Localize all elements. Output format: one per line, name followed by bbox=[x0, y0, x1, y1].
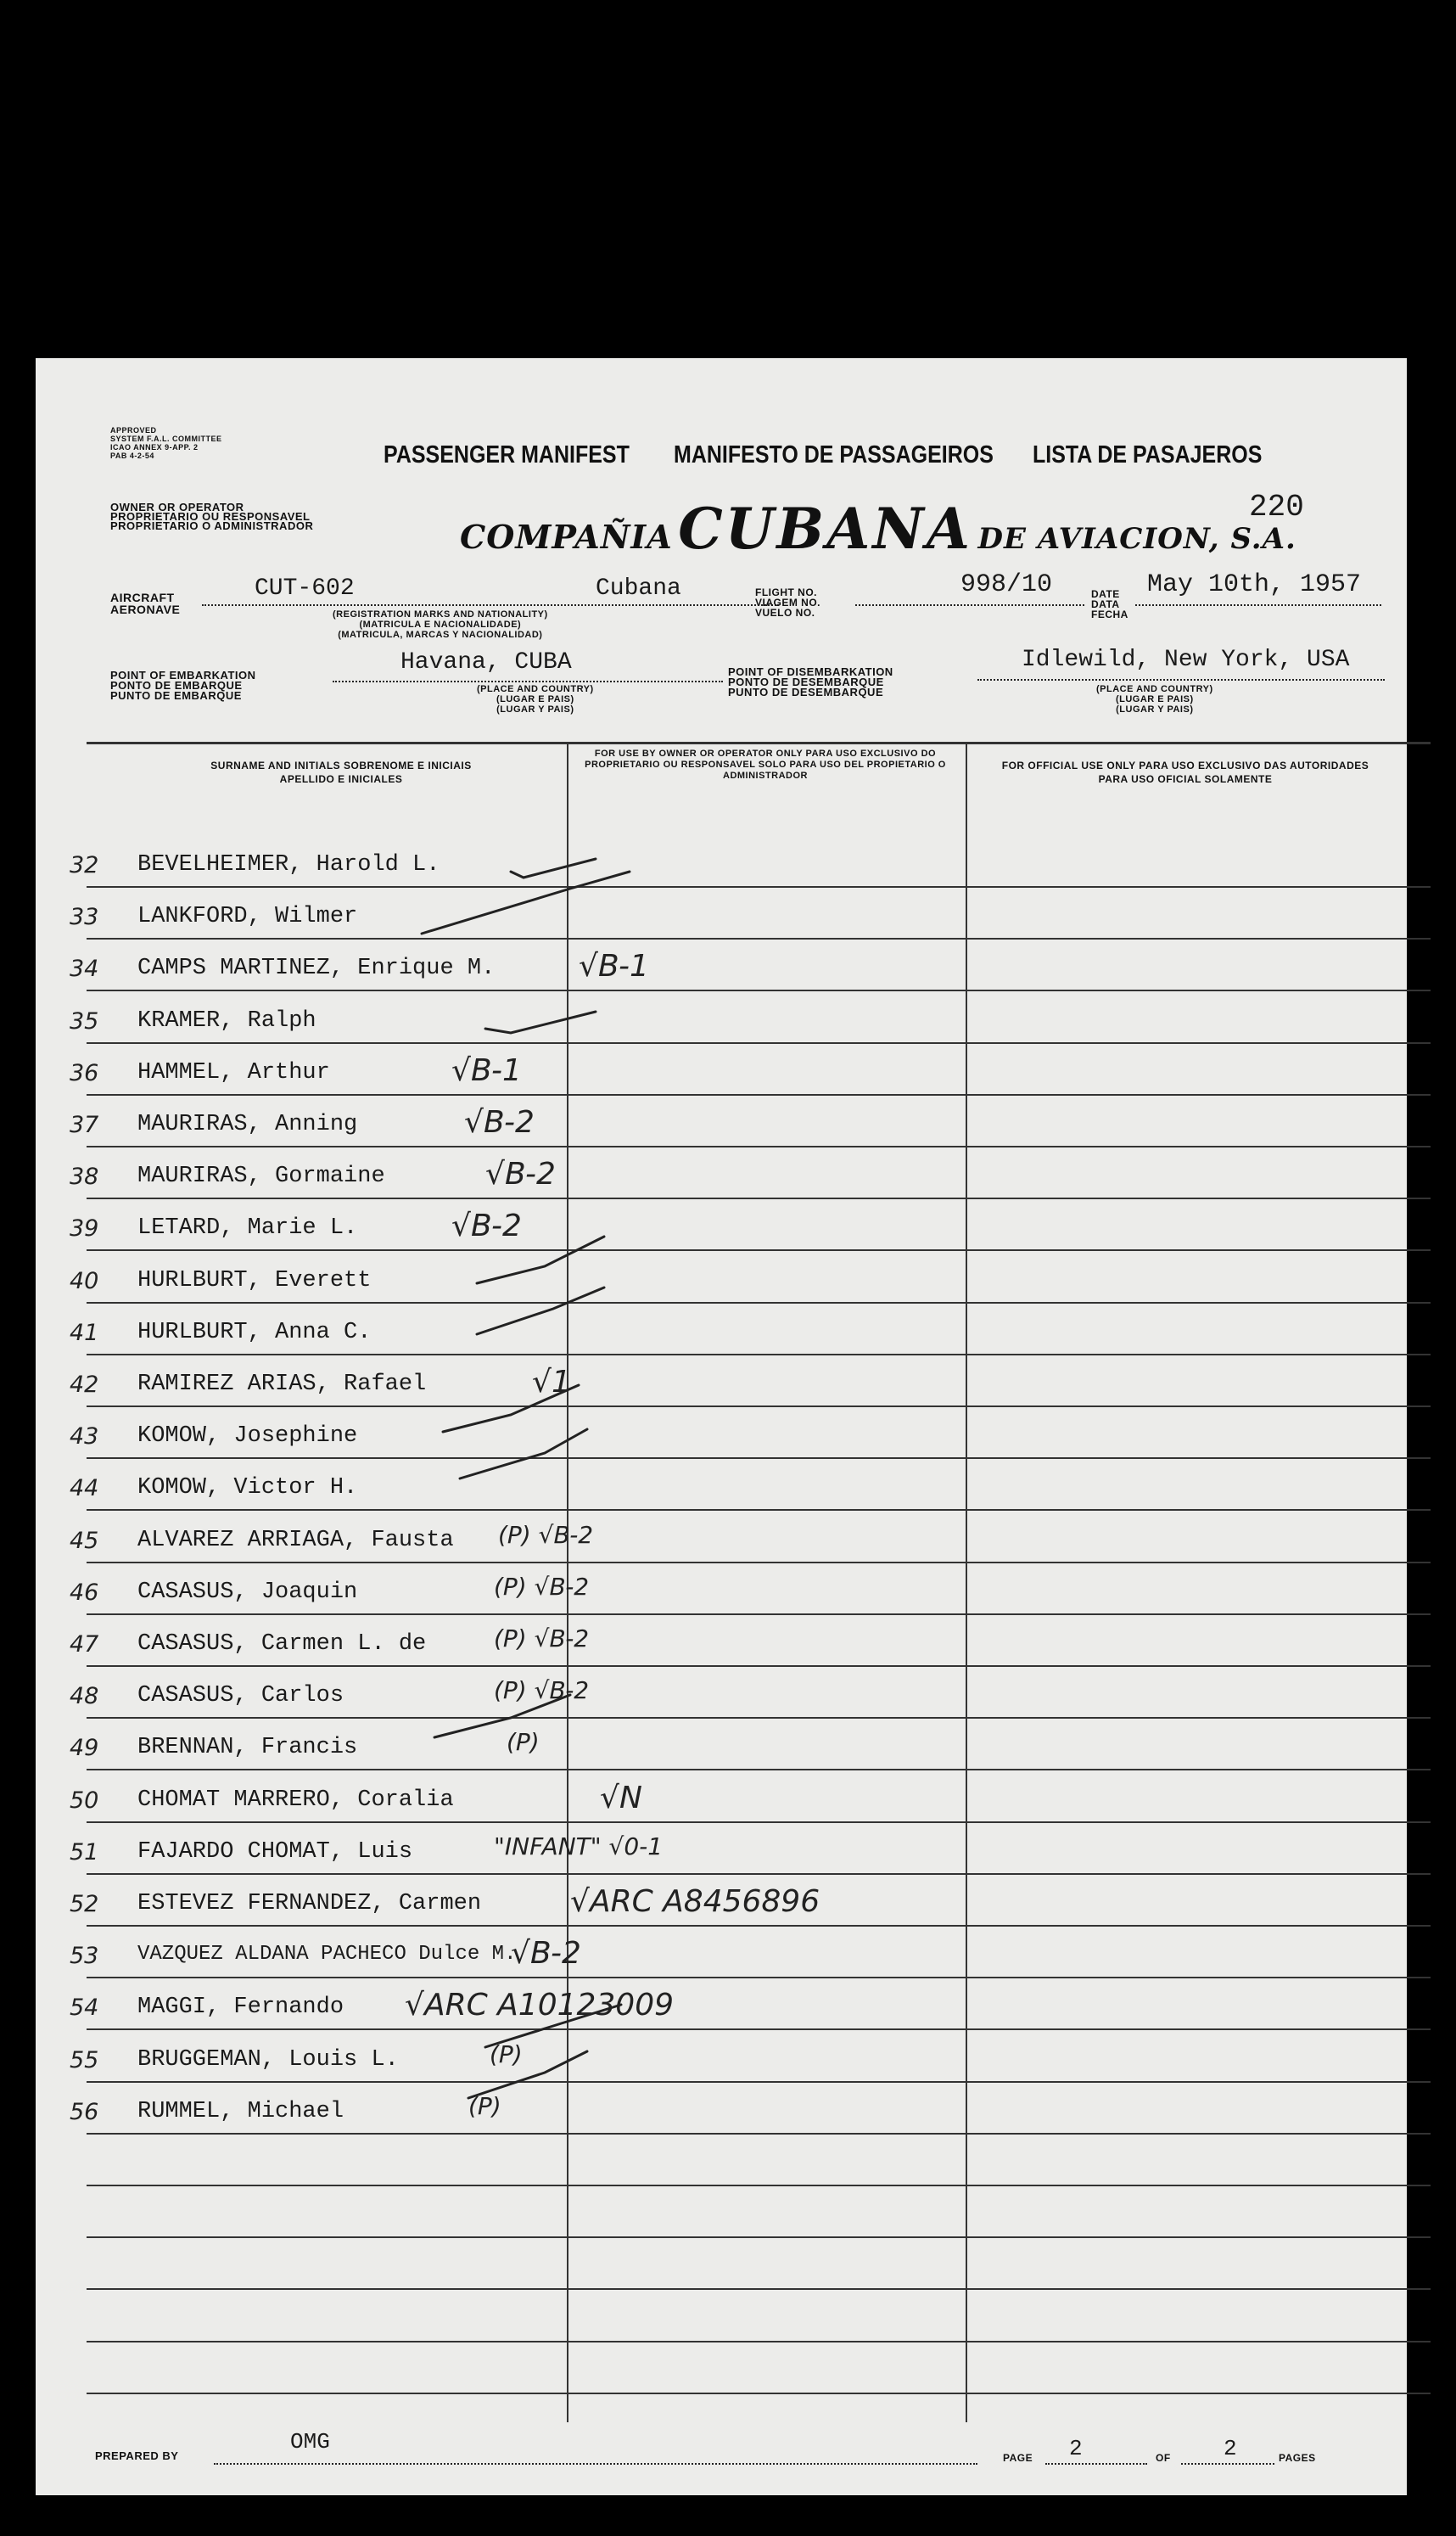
passenger-number: 52 bbox=[70, 1891, 99, 1917]
check-stroke-55 bbox=[485, 2005, 621, 2047]
passenger-check-mark: √B-1 bbox=[579, 949, 649, 984]
manifest-page bbox=[36, 358, 1407, 2495]
passenger-number: 36 bbox=[70, 1060, 99, 1086]
passenger-number: 35 bbox=[70, 1008, 99, 1035]
passenger-name: LANKFORD, Wilmer bbox=[137, 904, 358, 929]
passenger-check-mark: √ARC A10123009 bbox=[405, 1988, 675, 2023]
passenger-number: 56 bbox=[70, 2099, 99, 2125]
passenger-check-mark: "INFANT" √0-1 bbox=[494, 1832, 664, 1860]
company-prefix: COMPAÑIA bbox=[460, 518, 673, 556]
passenger-check-mark: √N bbox=[600, 1781, 642, 1815]
passenger-check-mark: (P) √B-2 bbox=[494, 1573, 590, 1601]
page-value: 2 bbox=[1069, 2436, 1083, 2461]
check-stroke-40 bbox=[477, 1237, 604, 1283]
passenger-number: 37 bbox=[70, 1112, 99, 1138]
page-label: PAGE bbox=[1003, 2452, 1033, 2464]
aircraft-sublabel: (REGISTRATION MARKS AND NATIONALITY) (MATRICULA E NACIONALIDADE) (MATRICULA, MARCAS Y NACIONALIDAD) bbox=[333, 609, 548, 640]
column-header-owner-use: FOR USE BY OWNER OR OPERATOR ONLY PARA USO EXCLUSIVO DO PROPRIETARIO OU RESPONSAVEL SOLO PARA USO DEL PROPIETARIO O ADMINISTRADOR bbox=[585, 749, 946, 781]
passenger-number: 44 bbox=[70, 1475, 99, 1501]
title-spanish: LISTA DE PASAJEROS bbox=[1033, 440, 1263, 469]
title-portuguese: MANIFESTO DE PASSAGEIROS bbox=[674, 440, 994, 469]
handwritten-check-marks bbox=[36, 358, 1407, 2495]
passenger-number: 42 bbox=[70, 1372, 99, 1398]
passenger-number: 55 bbox=[70, 2047, 99, 2073]
passenger-check-mark: √B-2 bbox=[451, 1209, 522, 1243]
passenger-name: HURLBURT, Everett bbox=[137, 1268, 372, 1293]
passenger-number: 50 bbox=[70, 1787, 99, 1814]
disembarkation-place: Idlewild, New York, USA bbox=[1022, 647, 1350, 673]
date-label: DATE DATA FECHA bbox=[1091, 588, 1128, 620]
passenger-check-mark: (P) √B-2 bbox=[494, 1676, 590, 1704]
passenger-number: 46 bbox=[70, 1579, 99, 1606]
passenger-name: BRENNAN, Francis bbox=[137, 1735, 358, 1760]
column-header-official-use: FOR OFFICIAL USE ONLY PARA USO EXCLUSIVO DAS AUTORIDADES PARA USO OFICIAL SOLAMENTE bbox=[1001, 760, 1369, 785]
passenger-number: 47 bbox=[70, 1631, 99, 1658]
passenger-check-mark: (P) bbox=[490, 2040, 523, 2068]
passenger-name: CAMPS MARTINEZ, Enrique M. bbox=[137, 956, 496, 981]
check-stroke-41 bbox=[477, 1288, 604, 1334]
passenger-number: 48 bbox=[70, 1683, 99, 1709]
passenger-check-mark: √B-2 bbox=[464, 1105, 535, 1140]
check-stroke-44 bbox=[460, 1429, 587, 1478]
passenger-number: 38 bbox=[70, 1164, 99, 1190]
disembarkation-label: POINT OF DISEMBARKATION PONTO DE DESEMBARQUE PUNTO DE DESEMBARQUE bbox=[728, 665, 893, 699]
passenger-number: 43 bbox=[70, 1423, 99, 1450]
passenger-name: FAJARDO CHOMAT, Luis bbox=[137, 1839, 413, 1865]
page-underline bbox=[1045, 2463, 1147, 2465]
passenger-name: KOMOW, Victor H. bbox=[137, 1475, 358, 1501]
flight-number: 998/10 bbox=[960, 570, 1053, 599]
company-name: CUBANA bbox=[678, 496, 972, 562]
passenger-name: MAURIRAS, Anning bbox=[137, 1112, 358, 1137]
of-value: 2 bbox=[1224, 2436, 1237, 2461]
flight-date: May 10th, 1957 bbox=[1147, 570, 1362, 599]
passenger-name: ESTEVEZ FERNANDEZ, Carmen bbox=[137, 1891, 482, 1916]
passenger-name: HURLBURT, Anna C. bbox=[137, 1320, 372, 1345]
passenger-name: ALVAREZ ARRIAGA, Fausta bbox=[137, 1528, 454, 1553]
embarkation-label: POINT OF EMBARKATION PONTO DE EMBARQUE PUNTO DE EMBARQUE bbox=[110, 669, 256, 702]
passenger-name: CHOMAT MARRERO, Coralia bbox=[137, 1787, 454, 1813]
passenger-number: 51 bbox=[70, 1839, 99, 1866]
passenger-name: BRUGGEMAN, Louis L. bbox=[137, 2047, 399, 2073]
passenger-check-mark: √B-1 bbox=[451, 1053, 522, 1088]
document-number: 220 bbox=[1249, 490, 1304, 525]
passenger-name: RUMMEL, Michael bbox=[137, 2099, 344, 2124]
embarkation-place: Havana, CUBA bbox=[400, 649, 572, 676]
passenger-name: CASASUS, Carmen L. de bbox=[137, 1631, 427, 1657]
check-stroke-56 bbox=[468, 2051, 587, 2098]
passenger-name: KOMOW, Josephine bbox=[137, 1423, 358, 1449]
column-header-surname: SURNAME AND INITIALS SOBRENOME E INICIAIS APELLIDO E INICIALES bbox=[210, 760, 472, 785]
embarkation-sublabel: (PLACE AND COUNTRY) (LUGAR E PAIS) (LUGAR Y PAIS) bbox=[477, 684, 594, 715]
passenger-number: 41 bbox=[70, 1320, 99, 1346]
prepared-by-underline bbox=[214, 2463, 977, 2465]
passenger-name: KRAMER, Ralph bbox=[137, 1008, 316, 1034]
passenger-check-mark: (P) √B-2 bbox=[494, 1624, 590, 1652]
approved-block: APPROVED SYSTEM F.A.L. COMMITTEE ICAO ANNEX 9-APP. 2 PAB 4-2-54 bbox=[110, 426, 222, 460]
passenger-number: 53 bbox=[70, 1943, 99, 1969]
passenger-number: 33 bbox=[70, 904, 99, 930]
passenger-check-mark: (P) bbox=[507, 1728, 540, 1756]
passenger-name: VAZQUEZ ALDANA PACHECO Dulce M. bbox=[137, 1943, 517, 1966]
passenger-number: 32 bbox=[70, 852, 99, 878]
passenger-number: 39 bbox=[70, 1215, 99, 1242]
passenger-name: BEVELHEIMER, Harold L. bbox=[137, 852, 440, 878]
check-stroke-32 bbox=[511, 859, 596, 878]
prepared-by-value: OMG bbox=[290, 2429, 330, 2455]
of-label: OF bbox=[1156, 2452, 1171, 2464]
passenger-name: RAMIREZ ARIAS, Rafael bbox=[137, 1372, 427, 1397]
passenger-number: 54 bbox=[70, 1995, 99, 2021]
passenger-check-mark: √B-2 bbox=[485, 1157, 556, 1192]
passenger-name: CASASUS, Carlos bbox=[137, 1683, 344, 1708]
check-stroke-35 bbox=[485, 1012, 596, 1033]
owner-label: OWNER OR OPERATOR PROPRIETARIO OU RESPONSAVEL PROPRIETARIO O ADMINISTRADOR bbox=[110, 501, 314, 532]
prepared-by-label: PREPARED BY bbox=[95, 2449, 179, 2462]
passenger-number: 34 bbox=[70, 956, 99, 982]
of-underline bbox=[1181, 2463, 1274, 2465]
passenger-number: 45 bbox=[70, 1528, 99, 1554]
passenger-name: MAGGI, Fernando bbox=[137, 1995, 344, 2020]
flight-label: FLIGHT NO. VIAGEM NO. VUELO NO. bbox=[755, 586, 821, 619]
passenger-name: LETARD, Marie L. bbox=[137, 1215, 358, 1241]
passenger-check-mark: √ARC A8456896 bbox=[570, 1884, 820, 1919]
aircraft-registration: CUT-602 bbox=[255, 575, 355, 602]
check-stroke-49 bbox=[434, 1695, 570, 1737]
pages-label: PAGES bbox=[1279, 2452, 1316, 2464]
company-suffix: DE AVIACION, S.A. bbox=[977, 522, 1296, 556]
passenger-check-mark: (P) √B-2 bbox=[498, 1521, 594, 1549]
check-stroke-43 bbox=[443, 1385, 579, 1432]
passenger-name: HAMMEL, Arthur bbox=[137, 1060, 330, 1086]
aircraft-nationality: Cubana bbox=[596, 575, 681, 602]
passenger-number: 40 bbox=[70, 1268, 99, 1294]
disembarkation-sublabel: (PLACE AND COUNTRY) (LUGAR E PAIS) (LUGAR Y PAIS) bbox=[1096, 684, 1213, 715]
passenger-number: 49 bbox=[70, 1735, 99, 1761]
passenger-name: MAURIRAS, Gormaine bbox=[137, 1164, 385, 1189]
title-english: PASSENGER MANIFEST bbox=[384, 440, 630, 469]
passenger-check-mark: √1 bbox=[532, 1365, 571, 1400]
passenger-check-mark: (P) bbox=[468, 2092, 501, 2120]
check-stroke-33 bbox=[422, 872, 630, 934]
passenger-check-mark: √B-2 bbox=[511, 1936, 581, 1971]
aircraft-label: AIRCRAFT AERONAVE bbox=[110, 591, 181, 616]
passenger-name: CASASUS, Joaquin bbox=[137, 1579, 358, 1605]
